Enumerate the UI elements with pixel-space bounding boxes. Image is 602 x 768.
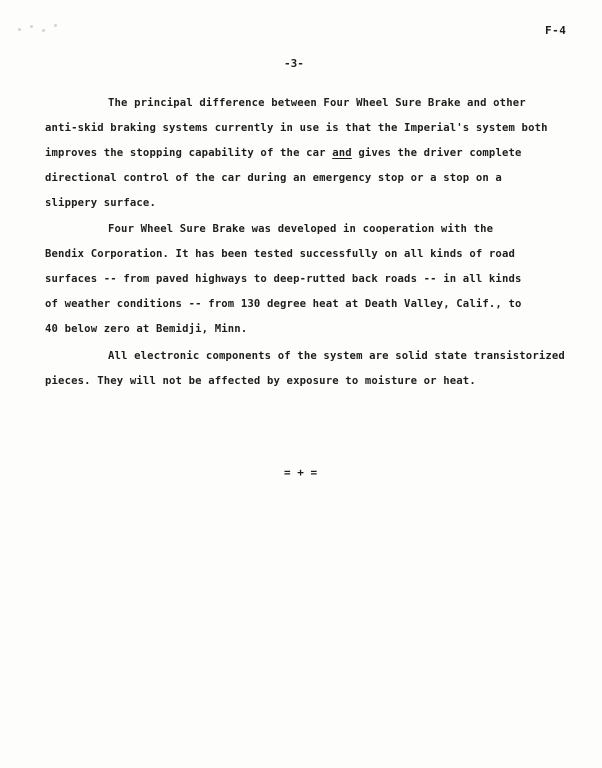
- paragraph-2-line-5: 40 below zero at Bemidji, Minn.: [45, 323, 248, 335]
- paragraph-2-line-2: Bendix Corporation. It has been tested successfully on all kinds of road: [45, 248, 516, 260]
- paragraph-1-line-4: directional control of the car during an emergency stop or a stop on a: [45, 172, 502, 184]
- paragraph-3-line-2: pieces. They will not be affected by exposure to moisture or heat.: [45, 375, 476, 387]
- paragraph-2-line-1: Four Wheel Sure Brake was developed in cooperation with the: [108, 223, 494, 235]
- paragraph-2-line-3: surfaces -- from paved highways to deep-rutted back roads -- in all kinds: [45, 273, 522, 285]
- paragraph-1-line-3: [45, 147, 522, 159]
- end-mark: = + =: [284, 466, 318, 479]
- page-number: -3-: [284, 57, 304, 70]
- underlined-word: and: [332, 147, 352, 159]
- paragraph-1-line-1: The principal difference between Four Wheel Sure Brake and other: [108, 97, 526, 109]
- scan-smudge: [16, 22, 62, 36]
- page-label: F-4: [545, 24, 567, 37]
- paragraph-3-line-1: All electronic components of the system are solid state transistorized: [108, 350, 565, 362]
- paragraph-2-line-4: of weather conditions -- from 130 degree heat at Death Valley, Calif., to: [45, 298, 522, 310]
- line-text: gives the driver complete: [351, 147, 522, 159]
- paragraph-1-line-2: anti-skid braking systems currently in use is that the Imperial's system both: [45, 122, 548, 134]
- line-text: improves the stopping capability of the car: [45, 147, 333, 159]
- paragraph-1-line-5: slippery surface.: [45, 197, 156, 209]
